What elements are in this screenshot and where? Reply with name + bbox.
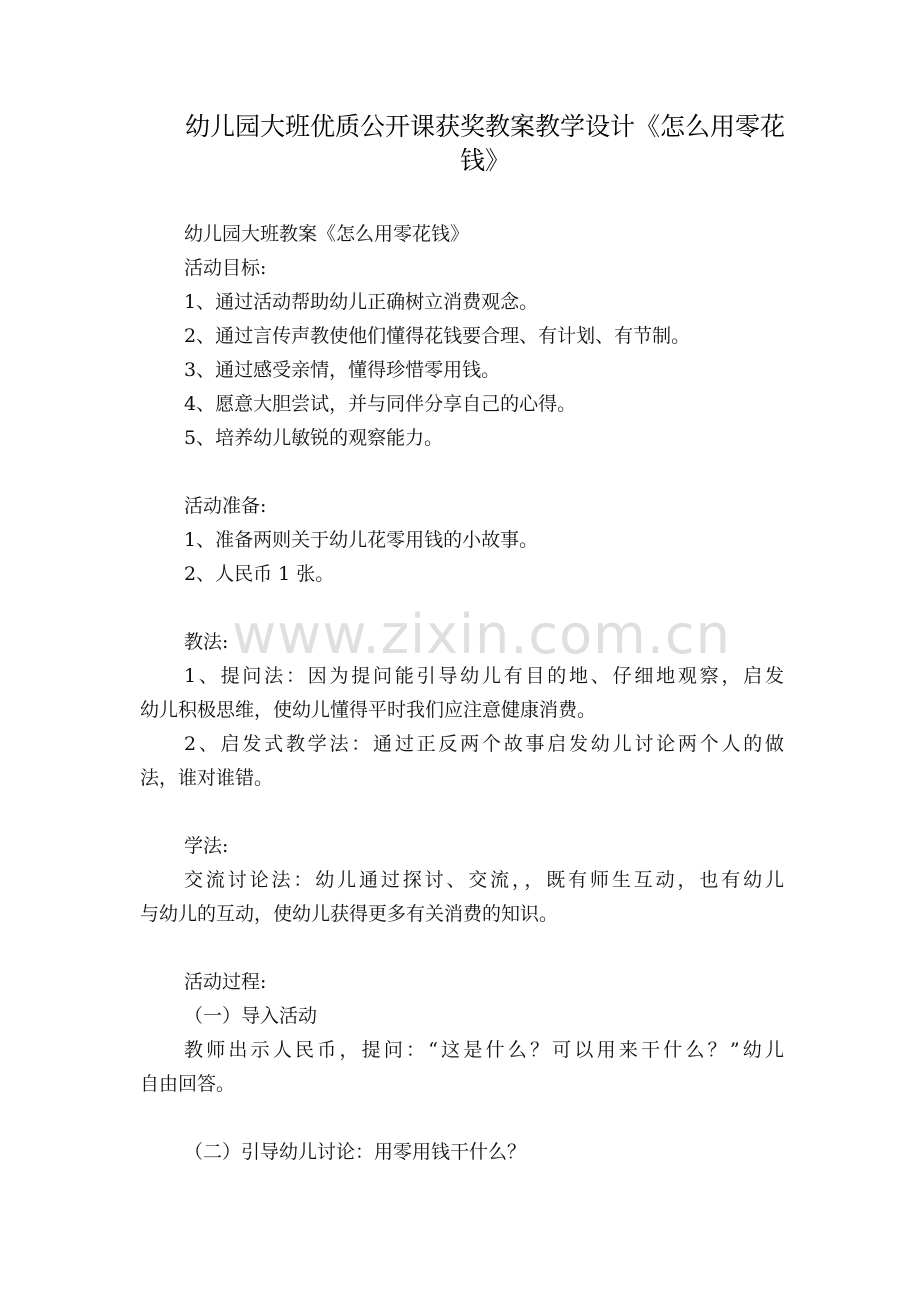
learn-line-2: 与幼儿的互动，使幼儿获得更多有关消费的知识。 — [140, 903, 559, 925]
prep-heading: 活动准备: — [184, 495, 267, 517]
document-title — [175, 110, 795, 178]
process-heading: 活动过程: — [184, 971, 267, 993]
prep-item: 1、准备两则关于幼儿花零用钱的小故事。 — [184, 529, 539, 551]
method-2-line-1: 2、启发式教学法：通过正反两个故事启发幼儿讨论两个人的做 — [184, 733, 784, 755]
watermark: www.zixin.com.cn — [232, 603, 731, 666]
goal-item: 5、培养幼儿敏锐的观察能力。 — [184, 427, 444, 449]
method-heading: 教法: — [184, 631, 229, 653]
goal-item: 3、通过感受亲情，懂得珍惜零用钱。 — [184, 359, 501, 381]
title-line-1: 幼儿园大班优质公开课获奖教案教学设计《怎么用零花 — [184, 112, 785, 141]
method-2-line-2: 法，谁对谁错。 — [140, 767, 274, 789]
goals-heading: 活动目标: — [184, 257, 267, 279]
step-2-heading: （二）引导幼儿讨论：用零用钱干什么？ — [184, 1141, 527, 1163]
method-1-line-2: 幼儿积极思维，使幼儿懂得平时我们应注意健康消费。 — [140, 699, 597, 721]
learn-heading: 学法: — [184, 835, 229, 857]
goal-item: 1、通过活动帮助幼儿正确树立消费观念。 — [184, 291, 539, 313]
step-1-line-2: 自由回答。 — [140, 1073, 236, 1095]
title-line-2: 钱》 — [459, 146, 510, 175]
step-1-line-1: 教师出示人民币，提问：“这是什么？可以用来干什么？”幼儿 — [184, 1039, 784, 1061]
step-1-heading: （一）导入活动 — [184, 1005, 318, 1027]
learn-line-1: 交流讨论法：幼儿通过探讨、交流，，既有师生互动，也有幼儿 — [184, 869, 784, 891]
method-1-line-1: 1、提问法：因为提问能引导幼儿有目的地、仔细地观察，启发 — [184, 665, 784, 687]
prep-item: 2、人民币 1 张。 — [184, 563, 335, 585]
goal-item: 4、愿意大胆尝试，并与同伴分享自己的心得。 — [184, 393, 577, 415]
lesson-title: 幼儿园大班教案《怎么用零花钱》 — [184, 223, 470, 245]
goal-item: 2、通过言传声教使他们懂得花钱要合理、有计划、有节制。 — [184, 325, 691, 347]
